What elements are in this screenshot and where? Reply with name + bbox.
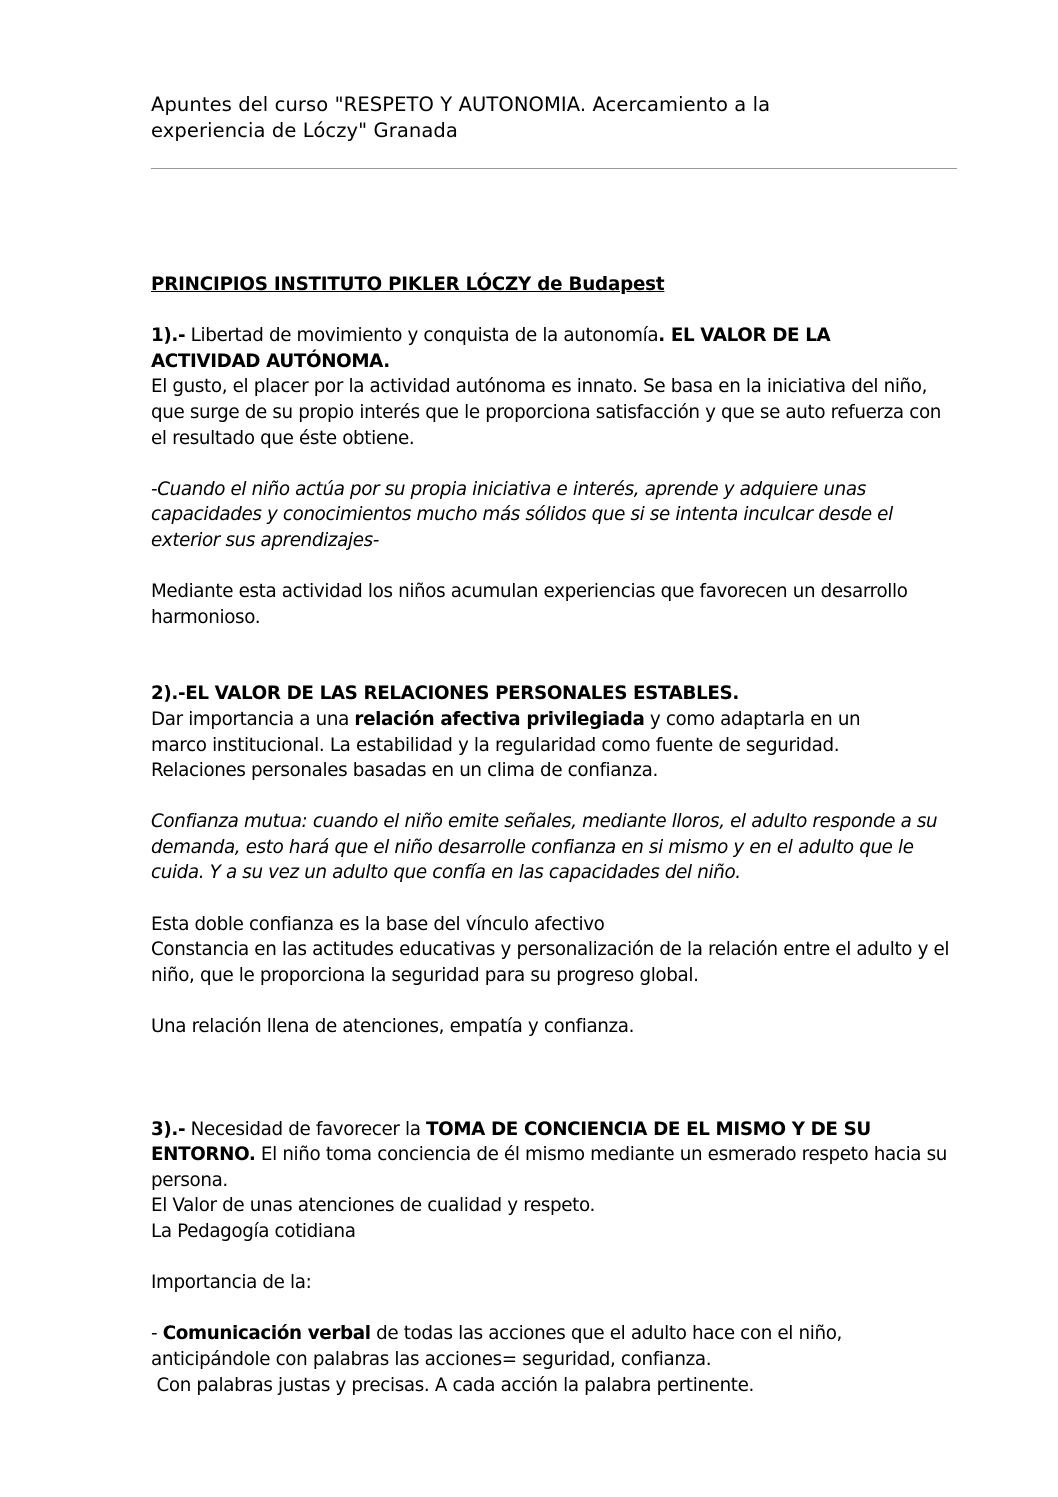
section-2-p1-emphasis: relación afectiva privilegiada [354,708,645,730]
section-2-paragraph-3: Una relación llena de atenciones, empatía y confianza. [151,1016,635,1038]
header-line-2: experiencia de Lóczy" Granada [151,119,458,142]
section-2-quote: Confianza mutua: cuando el niño emite señales, mediante lloros, el adulto responde a su demanda, esto hará que el niño desarrolle confianza en si mismo y en el adulto que le cuida. Y a su vez un adulto que confía en las capacidades del niño. [151,811,938,884]
section-1-paragraph-2: Mediante esta actividad los niños acumulan experiencias que favorecen un desarrollo harmonioso. [151,581,908,628]
section-3-opening [151,1117,951,1194]
section-1-heading: . EL VALOR DE LA ACTIVIDAD AUTÓNOMA. [151,325,831,372]
document-title: PRINCIPIOS INSTITUTO PIKLER LÓCZY de Budapest [151,274,665,295]
section-2-p1-end: y como adaptarla en un marco institucional. La estabilidad y la regularidad como fuente de seguridad. Relaciones personales basadas en un clima de confianza. [151,708,861,782]
section-3-line-3: La Pedagogía cotidiana [151,1221,356,1242]
section-2-paragraph-1 [151,707,921,784]
section-3-importance: Importancia de la: [151,1272,312,1294]
section-2-paragraph-2-line-2: Constancia en las actitudes educativas y personalización de la relación entre el adulto y el niño, que le proporciona la seguridad para su progreso global. [151,939,950,986]
section-3-bullet-line-2: Con palabras justas y precisas. A cada acción la palabra pertinente. [151,1374,754,1396]
section-3-number: 3).- [151,1118,186,1140]
section-2-heading: 2).-EL VALOR DE LAS RELACIONES PERSONALES ESTABLES. [151,683,739,705]
section-3-intro: Necesidad de favorecer la [185,1118,427,1140]
section-2-paragraph-2-line-1: Esta doble confianza es la base del vínculo afectivo [151,913,605,935]
section-3-rest: El niño toma conciencia de él mismo mediante un esmerado respeto hacia su persona. [151,1144,948,1191]
section-3-heading: TOMA DE CONCIENCIA DE EL MISMO Y DE SU ENTORNO. [151,1118,871,1166]
header-line-1: Apuntes del curso "RESPETO Y AUTONOMIA. Acercamiento a la [151,93,771,116]
section-1-quote: -Cuando el niño actúa por su propia iniciativa e interés, aprende y adquiere unas capacidades y conocimientos mucho más sólidos que si se intenta inculcar desde el exterior sus aprendizajes- [151,478,893,551]
document-page [151,92,971,1398]
section-1-number: 1).- [151,325,186,347]
bullet-emphasis: Comunicación verbal [162,1323,371,1345]
section-2-p1-start: Dar importancia a una [151,708,355,730]
document-header [151,92,971,144]
section-1-intro: Libertad de movimiento y conquista de la autonomía [185,325,659,347]
section-1-paragraph-1: El gusto, el placer por la actividad autónoma es innato. Se basa en la iniciativa del niño, que surge de su propio interés que le proporciona satisfacción y que se auto refuerza con el resultado que éste obtiene. [151,376,942,449]
bullet-text: de todas las acciones que el adulto hace con el niño, anticipándole con palabras las acciones= seguridad, confianza. [151,1323,842,1370]
section-3-line-2: El Valor de unas atenciones de cualidad y respeto. [151,1195,595,1217]
section-1 [151,323,891,374]
section-1-opening [151,323,891,374]
section-3-bullet [151,1321,921,1372]
bullet-dash: - [151,1323,163,1345]
